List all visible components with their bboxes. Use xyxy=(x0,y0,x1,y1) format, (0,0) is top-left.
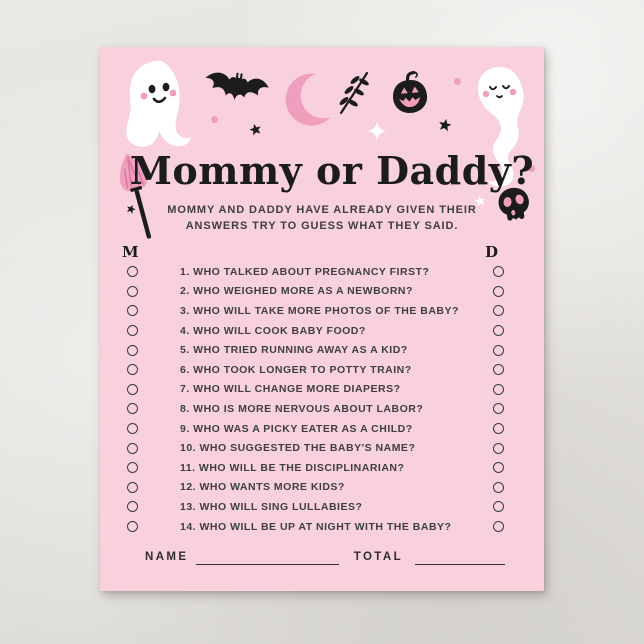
daddy-answer-circle[interactable] xyxy=(493,521,504,532)
question-text: 5. WHO TRIED RUNNING AWAY AS A KID? xyxy=(180,344,408,357)
mommy-answer-circle[interactable] xyxy=(127,266,138,277)
question-text: 14. WHO WILL BE UP AT NIGHT WITH THE BABY? xyxy=(180,520,452,533)
question-text: 6. WHO TOOK LONGER TO POTTY TRAIN? xyxy=(180,363,412,376)
total-label: TOTAL xyxy=(353,551,403,563)
question-row xyxy=(127,360,504,380)
daddy-answer-circle[interactable] xyxy=(493,364,504,375)
question-row xyxy=(127,517,504,537)
column-header-mommy: M xyxy=(122,243,139,261)
total-input-line[interactable] xyxy=(415,550,505,565)
jack-o-lantern-icon xyxy=(391,71,429,114)
question-row xyxy=(127,399,504,419)
question-text: 13. WHO WILL SING LULLABIES? xyxy=(180,500,363,513)
question-text: 1. WHO TALKED ABOUT PREGNANCY FIRST? xyxy=(180,265,430,278)
pink-dot xyxy=(454,78,461,85)
daddy-answer-circle[interactable] xyxy=(493,423,504,434)
question-row xyxy=(127,497,504,517)
daddy-answer-circle[interactable] xyxy=(493,305,504,316)
bat-icon xyxy=(202,69,270,115)
question-text: 2. WHO WEIGHED MORE AS A NEWBORN? xyxy=(180,285,413,298)
mommy-answer-circle[interactable] xyxy=(127,423,138,434)
daddy-answer-circle[interactable] xyxy=(493,403,504,414)
daddy-answer-circle[interactable] xyxy=(493,462,504,473)
question-text: 11. WHO WILL BE THE DISCIPLINARIAN? xyxy=(180,461,405,474)
question-text: 10. WHO SUGGESTED THE BABY'S NAME? xyxy=(180,442,416,455)
question-row xyxy=(127,340,504,360)
mommy-answer-circle[interactable] xyxy=(127,443,138,454)
question-row xyxy=(127,282,504,302)
mommy-answer-circle[interactable] xyxy=(127,462,138,473)
name-label: NAME xyxy=(145,551,189,563)
question-row xyxy=(127,478,504,498)
question-list xyxy=(127,262,504,536)
pink-dot xyxy=(211,116,218,123)
subtitle-line2: ANSWERS TRY TO GUESS WHAT THEY SAID. xyxy=(185,219,459,232)
mommy-answer-circle[interactable] xyxy=(127,364,138,375)
daddy-answer-circle[interactable] xyxy=(493,501,504,512)
mommy-answer-circle[interactable] xyxy=(127,325,138,336)
mommy-answer-circle[interactable] xyxy=(127,501,138,512)
daddy-answer-circle[interactable] xyxy=(493,345,504,356)
question-row xyxy=(127,380,504,400)
question-row xyxy=(127,458,504,478)
page-title: Mommy or Daddy? xyxy=(129,148,535,193)
crescent-moon-icon xyxy=(284,72,336,128)
mommy-answer-circle[interactable] xyxy=(127,521,138,532)
column-header-daddy: D xyxy=(485,243,499,261)
game-card xyxy=(100,47,544,591)
question-text: 9. WHO WAS A PICKY EATER AS A CHILD? xyxy=(180,422,413,435)
name-input-line[interactable] xyxy=(196,550,338,565)
question-row xyxy=(127,438,504,458)
subtitle-line1: MOMMY AND DADDY HAVE ALREADY GIVEN THEIR xyxy=(167,204,477,216)
black-star-icon xyxy=(438,118,452,132)
question-text: 8. WHO IS MORE NERVOUS ABOUT LABOR? xyxy=(180,402,424,415)
daddy-answer-circle[interactable] xyxy=(493,482,504,493)
question-text: 4. WHO WILL COOK BABY FOOD? xyxy=(180,324,366,337)
daddy-answer-circle[interactable] xyxy=(493,266,504,277)
mommy-answer-circle[interactable] xyxy=(127,384,138,395)
mommy-answer-circle[interactable] xyxy=(127,286,138,297)
question-row xyxy=(127,262,504,282)
happy-ghost-icon xyxy=(118,59,194,151)
daddy-answer-circle[interactable] xyxy=(493,443,504,454)
subtitle xyxy=(100,203,544,234)
question-text: 3. WHO WILL TAKE MORE PHOTOS OF THE BABY? xyxy=(180,304,459,317)
mommy-answer-circle[interactable] xyxy=(127,345,138,356)
daddy-answer-circle[interactable] xyxy=(493,384,504,395)
question-row xyxy=(127,301,504,321)
mommy-answer-circle[interactable] xyxy=(127,482,138,493)
mommy-answer-circle[interactable] xyxy=(127,305,138,316)
black-star-icon xyxy=(249,123,262,136)
mommy-answer-circle[interactable] xyxy=(127,403,138,414)
question-text: 7. WHO WILL CHANGE MORE DIAPERS? xyxy=(180,383,401,396)
daddy-answer-circle[interactable] xyxy=(493,286,504,297)
daddy-answer-circle[interactable] xyxy=(493,325,504,336)
white-sparkle-icon xyxy=(367,121,387,141)
question-text: 12. WHO WANTS MORE KIDS? xyxy=(180,481,345,494)
footer xyxy=(145,550,505,565)
question-row xyxy=(127,321,504,341)
branch-icon xyxy=(337,69,371,115)
question-row xyxy=(127,419,504,439)
